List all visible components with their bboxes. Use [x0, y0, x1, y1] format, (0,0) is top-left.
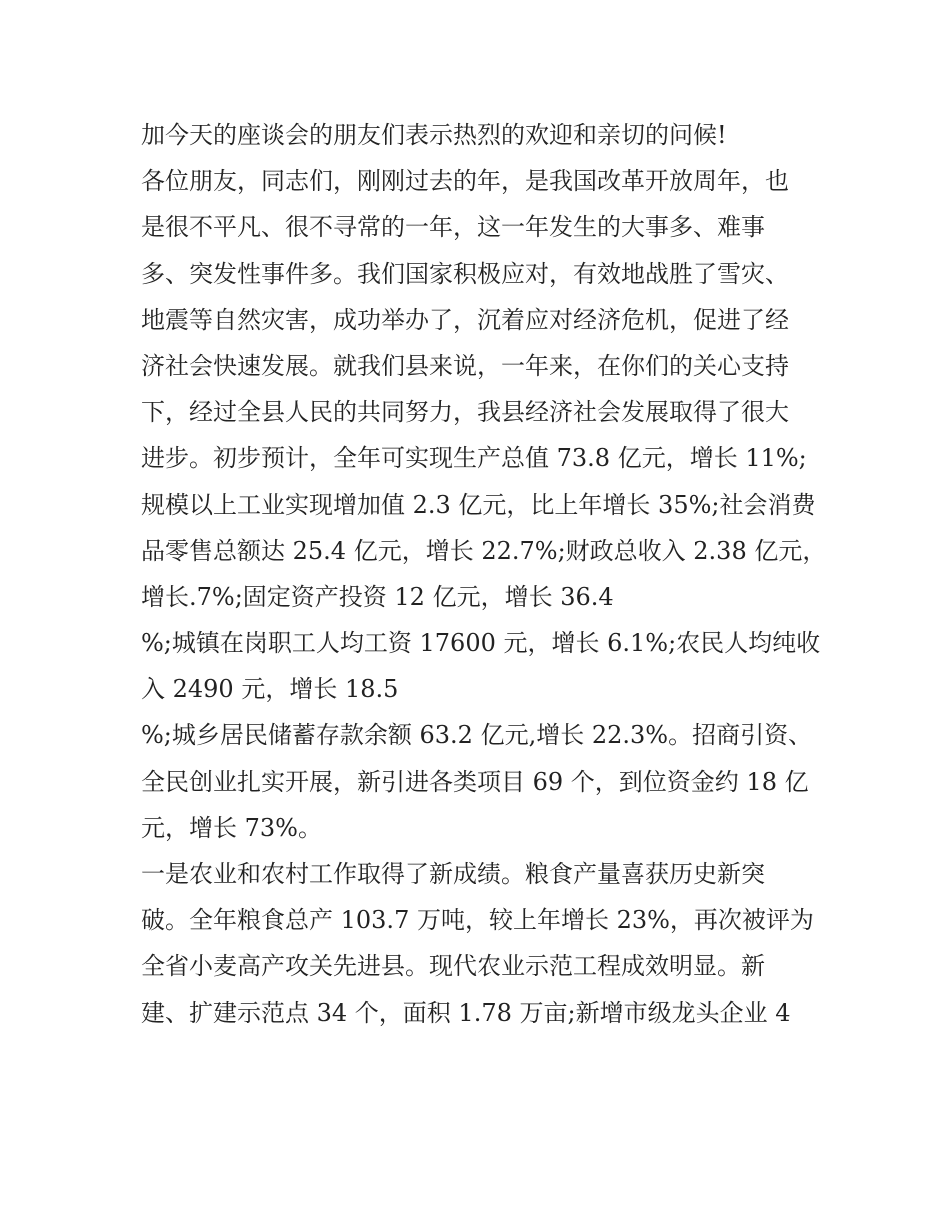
text-line: 入 2490 元，增长 18.5: [141, 675, 399, 704]
text-line: 品零售总额达 25.4 亿元，增长 22.7%;财政总收入 2.38 亿元，: [141, 536, 827, 565]
text-line: 济社会快速发展。就我们县来说，一年来，在你们的关心支持: [141, 351, 789, 380]
text-line: 地震等自然灾害，成功举办了，沉着应对经济危机，促进了经: [141, 305, 789, 334]
text-line: %;城镇在岗职工人均工资 17600 元，增长 6.1%;农民人均纯收: [141, 629, 821, 658]
text-line: 全民创业扎实开展，新引进各类项目 69 个，到位资金约 18 亿: [141, 767, 809, 796]
text-line: 元，增长 73%。: [141, 813, 322, 842]
text-line: 是很不平凡、很不寻常的一年，这一年发生的大事多、难事: [141, 213, 765, 242]
text-line: 建、扩建示范点 34 个，面积 1.78 万亩;新增市级龙头企业 4: [141, 998, 791, 1027]
text-line: 各位朋友，同志们，刚刚过去的年，是我国改革开放周年，也: [141, 167, 789, 196]
text-line: 加今天的座谈会的朋友们表示热烈的欢迎和亲切的问候!: [141, 121, 727, 149]
text-line: 一是农业和农村工作取得了新成绩。粮食产量喜获历史新突: [141, 860, 765, 888]
text-line: 全省小麦高产攻关先进县。现代农业示范工程成效明显。新: [141, 952, 765, 981]
text-line: 破。全年粮食总产 103.7 万吨，较上年增长 23%，再次被评为: [141, 906, 814, 935]
text-line: 下，经过全县人民的共同努力，我县经济社会发展取得了很大: [141, 398, 789, 427]
text-line: 多、突发性事件多。我们国家积极应对，有效地战胜了雪灾、: [141, 259, 789, 288]
text-line: 增长.7%;固定资产投资 12 亿元，增长 36.4: [141, 582, 614, 611]
text-line: %;城乡居民储蓄存款余额 63.2 亿元,增长 22.3%。招商引资、: [141, 721, 813, 750]
body-text: [141, 112, 827, 1036]
text-line: 进步。初步预计，全年可实现生产总值 73.8 亿元，增长 11%;: [141, 444, 807, 473]
text-line: 规模以上工业实现增加值 2.3 亿元，比上年增长 35%;社会消费: [141, 490, 816, 519]
